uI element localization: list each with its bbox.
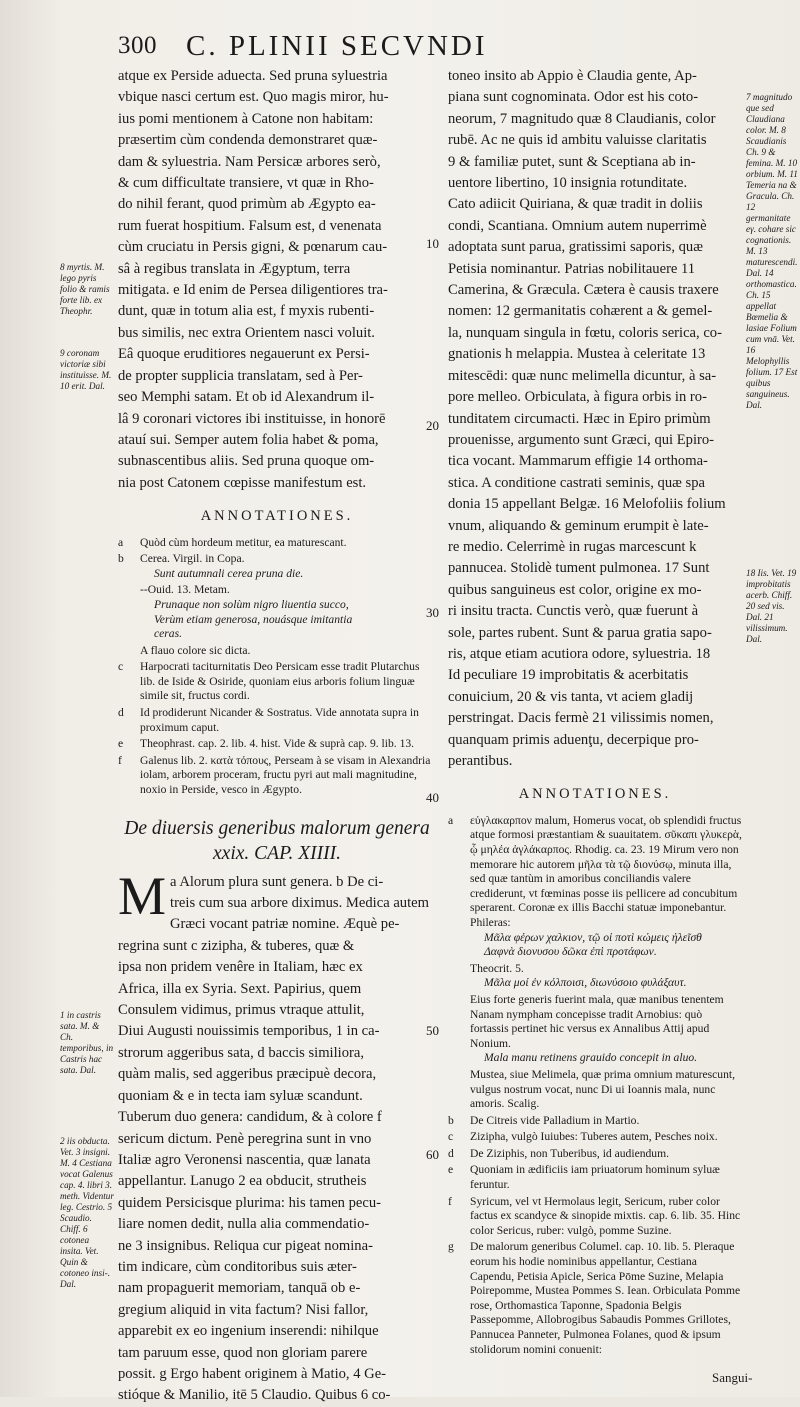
text-line: Italiæ agro Veronensi nascentia, quæ lanata <box>118 1151 371 1168</box>
annotation-quote: Sunt autumnali cerea pruna die. <box>154 566 304 580</box>
margin-note-left-2: 9 coronam victoriæ sibi instituisse. M. 10 erit. Dal. <box>60 348 112 391</box>
text-line: tam paruum esse, quod non gloriam parere <box>118 1344 368 1361</box>
text-line: subnascentibus aliis. Sed pruna quoque om- <box>118 453 375 470</box>
text-line: Tuberum duo genera: candidum, & à colore f <box>118 1109 382 1126</box>
text-line: pore melleo. Orbiculata, à figura orbis in ro- <box>448 389 707 406</box>
annotation-text: Mustea, siue Melimela, quæ prima omnium maturescunt, vulgus nostrum vocat, nunc Di ui Ioannis mala, nunc amoris. Scalig. <box>470 1067 735 1111</box>
text-line: stica. A conditione castrati seminis, quæ spa <box>448 474 705 491</box>
annotation-body <box>470 962 742 991</box>
text-line: Consulem vidimus, primus vtraque attulit, <box>118 1002 365 1019</box>
text-line: do nihil ferant, quod primùm ab Ægypto ea- <box>118 196 376 213</box>
text-line: 9 & familiæ putet, sunt & Sceptiana ab in- <box>448 153 696 170</box>
annotation-item <box>118 536 436 551</box>
annotation-text: De malorum generibus Columel. cap. 10. lib. 5. Pleraque eorum his hodie nominibus appellantur, Cestiana Capendu, Petisia Apicle, Serica Pōme Suzine, Melapia Poirepomme, Mustea Pommes S. Iean. Orbiculata Pomme rose, Orthomastica Taponne, Spadonia Belgis Passepomme, Allobrogibus Sabaudis Pommes Grillotes, Pannucea Panneter, Pulmonea Folanes, quod & ipsum stolidorum nomini conuenit: <box>470 1240 741 1356</box>
annotation-body <box>140 536 436 551</box>
text-line: apparebit ex eo ingenium inserendi: nihilque <box>118 1323 379 1340</box>
chapter-title-line-1: De diuersis generibus malorum genera <box>124 817 430 839</box>
annotation-item <box>448 1130 742 1145</box>
annotation-quote: Μᾶλα φέρων χαλκιον, τῷ οἱ ποτὶ κώμεις ἠλεῖσθ <box>484 930 702 944</box>
text-line: appellantur. Lanugo 2 ea obducit, strutheis <box>118 1173 367 1190</box>
page-number: 300 <box>118 32 157 59</box>
text-line: nia post Catonem cœpisse manifestum est. <box>118 474 367 491</box>
text-line: gregium aliquid in vita factum? Nisi fallor, <box>118 1301 369 1318</box>
text-line: adoptata sunt parua, gratissimi saporis, quæ <box>448 239 703 256</box>
text-line: toneo insito ab Appio è Claudia gente, Ap- <box>448 68 697 84</box>
text-line: Græci vocant patriæ nomine. Æquè pe- <box>170 916 400 933</box>
text-line: piana sunt cognominata. Odor est his coto- <box>448 89 699 106</box>
text-line: atque ex Perside aduecta. Sed pruna syluestria <box>118 68 388 84</box>
text-line: Petisia nominantur. Patrias nobilitauere 11 <box>448 260 696 277</box>
annotation-body <box>140 754 436 798</box>
annotation-item <box>448 1114 742 1129</box>
text-line: tica vocant. Mammarum effigie 14 orthoma- <box>448 453 708 470</box>
text-line: a Alorum plura sunt genera. b De ci- <box>170 873 384 890</box>
annotation-letter <box>118 583 140 641</box>
annotation-text: Galenus lib. 2. κατὰ τόπους, Perseam à se visam in Alexandria iolam, arborem proceram, fructu pyri aut mali magnitudine, noxio in Perside, vesco in Ægypto. <box>140 753 431 797</box>
right-column <box>448 66 742 1359</box>
annotation-body <box>470 814 742 960</box>
text-line: lâ 9 coronari victores ibi instituisse, in honorē <box>118 410 386 427</box>
annotation-item <box>118 754 436 798</box>
annotation-quote: Δαφνὰ διονυσου δῶκα ἐπὶ προτάφων. <box>484 945 657 959</box>
right-annotations <box>448 814 742 1357</box>
text-line: mitigata. e Id enim de Persea diligentiores tra- <box>118 282 388 299</box>
text-line: dunt, quæ in totum alia est, f myxis rubenti- <box>118 303 375 320</box>
text-line: sole, partes rubent. Sunt & parua gratia sapo- <box>448 624 712 641</box>
text-line: bus similis, nec extra Orientem nasci voluit. <box>118 324 375 341</box>
annotation-body <box>470 1163 742 1192</box>
annotation-item <box>448 1195 742 1239</box>
text-line: & cum difficultate transiere, vt quæ in Rho- <box>118 175 374 192</box>
text-line: quibus sanguineus est color, origine ex mo- <box>448 581 702 598</box>
left-annotations-heading: ANNOTATIONES. <box>200 508 354 525</box>
annotation-item <box>118 706 436 735</box>
annotation-item <box>448 962 742 991</box>
text-line: vbique nasci certum est. Quo magis miror, hu- <box>118 89 389 106</box>
text-line: sericum dictum. Penè peregrina sunt in vno <box>118 1130 372 1147</box>
text-line: vnum, aliquando & geminum erumpit è late- <box>448 517 709 534</box>
text-line: quàm malis, sed aggeribus præcipuè decora, <box>118 1066 377 1083</box>
annotation-quote: Mala manu retinens grauido concepit in aluo. <box>484 1051 698 1065</box>
annotation-letter: b <box>448 1113 454 1127</box>
annotation-body <box>140 660 436 704</box>
text-line: Africa, illa ex Syria. Sext. Papirius, quem <box>118 980 362 997</box>
text-line: ri insitu tracta. Cunctis verò, quæ fuerunt à <box>448 603 699 620</box>
left-column <box>118 66 436 1407</box>
text-line: neorum, 7 magnitudo quæ 8 Claudianis, color <box>448 110 716 127</box>
text-line: atauí sui. Semper autem folia habet & poma, <box>118 431 379 448</box>
text-line: condi, Scantiana. Omnium autem nuperrimè <box>448 217 707 234</box>
annotation-text: Zizipha, vulgò Iuiubes: Tuberes autem, Pesches noix. <box>470 1130 718 1144</box>
text-line: Diui Augusti nouissimis temporibus, 1 in ca- <box>118 1023 380 1040</box>
annotation-item <box>118 583 436 641</box>
left-main-text <box>118 66 436 494</box>
annotation-letter <box>448 993 470 1066</box>
annotation-text: Harpocrati taciturnitatis Deo Persicam esse tradit Plutarchus lib. de Iside & Osiride, quoniam eius arboris folium linguæ simile sit, fructus cordi. <box>140 660 420 703</box>
annotation-body <box>470 1068 742 1112</box>
annotation-text: Eius forte generis fuerint mala, quæ manibus tenentem Nanam nympham concepisse tradit Arnobius: quò fortassis pertinet hic versus ex Annalibus Attij apud Nonium. <box>470 992 724 1050</box>
text-line: tim indicare, cùm conditoribus suis æter- <box>118 1258 357 1275</box>
annotation-body <box>470 1130 742 1145</box>
annotation-text: Cerea. Virgil. in Copa. <box>140 552 245 566</box>
text-line: stióque & Manilio, itē 5 Claudio. Quibus 6 co- <box>118 1387 391 1404</box>
annotation-body <box>140 552 436 581</box>
margin-note-right-2: 18 Iis. Vet. 19 improbitatis acerb. Chiff. 20 sed vis. Dal. 21 vilissimum. Dal. <box>746 568 797 644</box>
annotation-text: Theophrast. cap. 2. lib. 4. hist. Vide & suprà cap. 9. lib. 13. <box>140 737 415 751</box>
text-line: liare nomen dedit, nulla alia commendatio- <box>118 1216 370 1233</box>
text-line: conuicium, 20 & vis tanta, vt aciem gladij <box>448 688 694 705</box>
annotation-quote: Prunaque non solùm nigro liuentia succo, <box>154 597 349 611</box>
text-line: perantibus. <box>448 753 513 769</box>
text-line: uentore libertino, 10 insignia rotunditate. <box>448 175 688 192</box>
annotation-letter: f <box>118 753 122 767</box>
annotation-quote: Μᾶλα μοί ἐν κόλποισι, διωνύσοιο φυλάξαυτ. <box>484 976 687 990</box>
right-annotations-heading: ANNOTATIONES. <box>518 786 672 803</box>
annotation-item <box>118 552 436 581</box>
annotation-text: Syricum, vel vt Hermolaus legit, Sericum, ruber color factus ex scandyce & sinopide mixtis. cap. 6. lib. 35. Hinc color Sericus, ruber: vulgò, pomme Suzine. <box>470 1194 741 1237</box>
text-line: ius pomi mentionem à Catone non habitam: <box>118 110 374 127</box>
annotation-letter: b <box>118 552 124 566</box>
text-line: quoniam & e in tecta iam syluæ scandunt. <box>118 1087 363 1104</box>
text-line: nomen: 12 germanitatis cohærent a & gemel- <box>448 303 713 320</box>
text-line: la, nunquam singula in fœtu, coloris serica, co- <box>448 324 722 341</box>
annotation-letter: f <box>448 1194 452 1208</box>
text-line: cùm cruciatu in Persis gigni, & pœnarum cau- <box>118 239 388 256</box>
text-line: Eâ quoque eruditiores negauerunt ex Persi- <box>118 346 370 363</box>
text-line: rubē. Ac ne quis id ambitu valuisse claritatis <box>448 132 707 149</box>
text-line: Id peculiare 19 improbitatis & acerbitatis <box>448 667 689 684</box>
annotation-item <box>118 737 436 752</box>
text-line: prouenisse, argumento sunt Græci, qui Epiro- <box>448 431 715 448</box>
text-line: de propter supplicia translatam, sed à Per- <box>118 367 363 384</box>
annotation-text: --Ouid. 13. Metam. <box>140 583 230 597</box>
annotation-item <box>118 660 436 704</box>
annotation-letter: d <box>448 1146 454 1160</box>
text-line: Cato adiicit Quiriana, & quæ tradit in doliis <box>448 196 703 213</box>
running-head: C. PLINII SECVNDI <box>186 30 488 62</box>
drop-cap: M <box>118 865 167 926</box>
text-line: Camerina, & Græcula. Cætera è causis traxere <box>448 282 719 299</box>
annotation-item <box>448 993 742 1066</box>
margin-note-left-4: 2 iis obducta. Vet. 3 insigni. M. 4 Cestiana vocat Galenus cap. 4. libri 3. meth. Videntur leg. Cestrio. 5 Scaudio. Chiff. 6 cotonea insita. Vet. Quin & cotoneo insi-. Dal. <box>60 1136 114 1289</box>
annotation-text: De Ziziphis, non Tuberibus, id audiendum. <box>470 1146 670 1160</box>
line-number-30: 30 <box>426 605 439 620</box>
annotation-body <box>140 706 436 735</box>
annotation-body <box>470 1240 742 1357</box>
annotation-quote: ceras. <box>154 627 183 641</box>
text-line: pannucea. Stolidè tument pulmonea. 17 Sunt <box>448 560 710 577</box>
annotation-letter: e <box>118 737 124 751</box>
annotation-letter <box>118 644 140 659</box>
line-number-20: 20 <box>426 418 439 433</box>
annotation-text: A flauo colore sic dicta. <box>140 643 251 657</box>
chapter-text <box>118 865 436 1407</box>
line-number-50: 50 <box>426 1023 439 1038</box>
text-line: strorum aggeribus sata, d baccis similiora, <box>118 1044 365 1061</box>
annotation-item <box>448 1163 742 1192</box>
annotation-letter: c <box>448 1130 454 1144</box>
text-line: perstringat. Dacis fermè 21 vilissimis nomen, <box>448 710 714 727</box>
annotation-body <box>140 583 436 641</box>
annotation-item <box>448 814 742 960</box>
line-number-60: 60 <box>426 1147 439 1162</box>
margin-note-left-1: 8 myrtis. M. lego pyris folio & ramis forte lib. ex Theophr. <box>60 262 110 316</box>
annotation-letter: d <box>118 706 124 720</box>
annotation-body <box>470 1147 742 1162</box>
annotation-body <box>470 1195 742 1239</box>
text-line: treis cum sua arbore diximus. Medica autem <box>170 895 429 912</box>
text-line: ris, atque etiam acutiora odore, syluestria. 18 <box>448 645 711 662</box>
annotation-letter: a <box>448 813 454 827</box>
text-line: quidem Persicisque plurima: his tamen pecu- <box>118 1194 382 1211</box>
text-line: re medio. Celerrimè in rugas marcescunt k <box>448 538 697 555</box>
annotation-body <box>470 993 742 1066</box>
annotation-item <box>448 1240 742 1357</box>
annotation-body <box>140 644 436 659</box>
text-line: ne 3 insignibus. Reliqua cur pigeat nomina- <box>118 1237 373 1254</box>
line-number-10: 10 <box>426 236 439 251</box>
margin-note-right-1: 7 magnitudo que sed Claudiana color. M. 8 Scaudianis Ch. 9 & femina. M. 10 orbium. M. 11 Temeria na & Gracula. Ch. 12 germanitate eγ. cohare sic cognationis. M. 13 maturescendi. Dal. 14 orthomastica. Ch. 15 appellat Bœmelia & lasiae Folium cum vnā. Vet. 16 Melophyllis folium. 17 Est quibus sanguineus. Dal. <box>746 92 798 410</box>
annotation-body <box>470 1114 742 1129</box>
annotation-item <box>448 1068 742 1112</box>
text-line: sâ à regibus translata in Ægyptum, terra <box>118 260 351 277</box>
chapter-title-line-2: xxix. CAP. XIIII. <box>213 842 341 864</box>
text-line: donia 15 appellant Belgæ. 16 Melofoliis folium <box>448 496 726 513</box>
text-line: tunditatem circumacti. Hæc in Epiro primùm <box>448 410 711 427</box>
text-line: gnationis h melappia. Mustea à celeritate 13 <box>448 346 706 363</box>
annotation-item <box>448 1147 742 1162</box>
right-main-text <box>448 66 742 772</box>
text-line: seo Memphi satam. Et ob id Alexandrum il- <box>118 389 375 406</box>
annotation-item <box>118 644 436 659</box>
text-line: nam propaguerit memoriam, tanquā ob e- <box>118 1280 361 1297</box>
catchword: Sangui- <box>712 1370 753 1385</box>
annotation-letter: e <box>448 1163 454 1177</box>
annotation-text: De Citreis vide Palladium in Martio. <box>470 1113 640 1127</box>
chapter-title <box>118 816 436 866</box>
text-line: præsertim cùm condenda demonstraret quæ- <box>118 132 378 149</box>
annotation-body <box>140 737 436 752</box>
annotation-letter: g <box>448 1240 454 1254</box>
annotation-text: Theocrit. 5. <box>470 961 524 975</box>
text-line: dam & syluestria. Nam Persicæ arbores serò, <box>118 153 381 170</box>
annotation-letter: a <box>118 535 124 549</box>
annotation-letter: c <box>118 660 124 674</box>
text-line: possit. g Ergo habent originem à Matio, 4 Ge- <box>118 1365 387 1382</box>
text-line: regrina sunt c zizipha, & tuberes, quæ & <box>118 937 355 954</box>
annotation-text: εὐγλακαρπον malum, Homerus vocat, ob splendidi fructus atque formosi præstantiam & suauitatem. σῦκαπι γλυκερὰ, ᾧ μηλέα ἀγλάκαρπος. Rhodig. ca. 23. 19 Mirum vero non memorare hic autorem μῆλα τὰ τῷ διονύσῳ, minuta illa, sed quæ tantùm in amoribus conciliandis valere crediderunt, vt fœminas posse iis pellicere ad concubitum sperarent. Coronæ ex illis Bacchi statuæ imponebantur. Phileras: <box>470 813 742 929</box>
text-line: mitescēdi: quæ nunc melimella dicuntur, à sa- <box>448 367 717 384</box>
annotation-letter <box>448 1068 470 1112</box>
annotation-letter <box>448 962 470 991</box>
annotation-text: Quoniam in ædificiis iam priuatorum hominum syluæ feruntur. <box>470 1163 720 1192</box>
text-line: ipsa non pridem venêre in Italiam, hæc ex <box>118 959 363 976</box>
left-annotations <box>118 536 436 798</box>
line-number-40: 40 <box>426 790 439 805</box>
annotation-quote: Verùm etiam generosa, nouásque imitantia <box>154 612 353 626</box>
annotation-text: Id prodiderunt Nicander & Sostratus. Vide annotata supra in proximum caput. <box>140 706 419 734</box>
text-line: rum fuerat hospitium. Falsum est, d venenata <box>118 217 382 234</box>
margin-note-left-3: 1 in castris sata. M. & Ch. temporibus, in Castris hac sata. Dal. <box>60 1010 114 1075</box>
text-line: quanquam primis aduenţu, decerpique pro- <box>448 731 699 748</box>
annotation-text: Quòd cùm hordeum metitur, ea maturescant. <box>140 535 347 549</box>
